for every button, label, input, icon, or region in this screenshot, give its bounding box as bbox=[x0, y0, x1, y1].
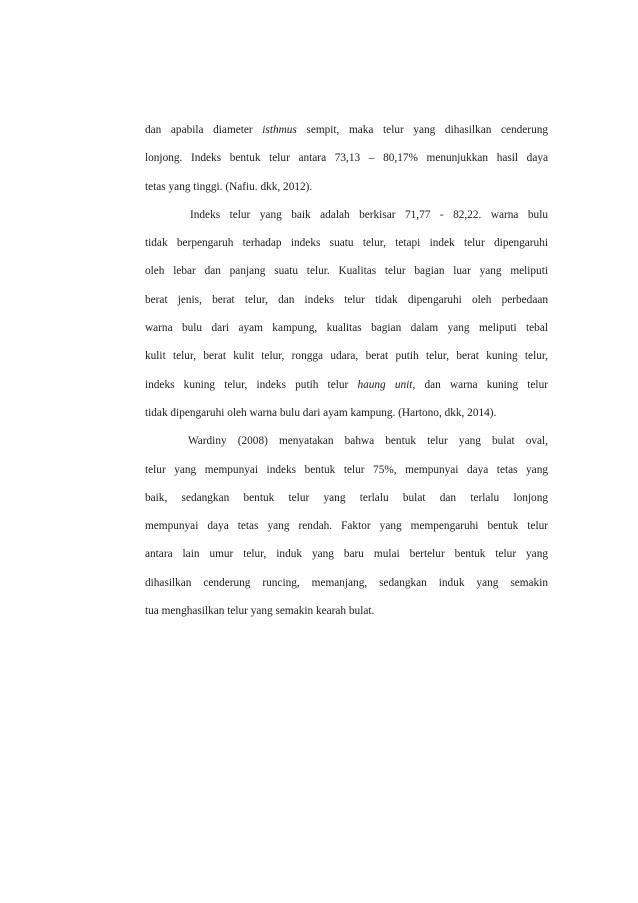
text-line: tidak dipengaruhi oleh warna bulu dari ayam kampung. (Hartono, dkk, 2014). bbox=[145, 406, 497, 419]
text-line: antara lain umur telur, induk yang baru mulai bertelur bentuk telur yang bbox=[145, 548, 548, 561]
body-text bbox=[145, 116, 548, 625]
text-line: lonjong. Indeks bentuk telur antara 73,13 – 80,17% menunjukkan hasil daya bbox=[145, 152, 548, 165]
text-line: mempunyai daya tetas yang rendah. Faktor yang mempengaruhi bentuk telur bbox=[145, 520, 548, 533]
text-line: dihasilkan cenderung runcing, memanjang, sedangkan induk yang semakin bbox=[145, 576, 548, 589]
text-line: indeks kuning telur, indeks putih telur haung unit, dan warna kuning telur bbox=[145, 378, 548, 391]
text-line: dan apabila diameter isthmus sempit, maka telur yang dihasilkan cenderung bbox=[145, 124, 549, 136]
text-line: berat jenis, berat telur, dan indeks telur tidak dipengaruhi oleh perbedaan bbox=[145, 293, 548, 306]
text-line: tetas yang tinggi. (Nafiu. dkk, 2012). bbox=[145, 180, 313, 193]
text-line: telur yang mempunyai indeks bentuk telur 75%, mempunyai daya tetas yang bbox=[145, 463, 548, 476]
paragraph-first-line: Indeks telur yang baik adalah berkisar 71,77 - 82,22. warna bulu bbox=[190, 208, 548, 221]
text-line: baik, sedangkan bentuk telur yang terlalu bulat dan terlalu lonjong bbox=[145, 491, 548, 504]
text-line: warna bulu dari ayam kampung, kualitas bagian dalam yang meliputi tebal bbox=[145, 322, 548, 335]
text-line: tua menghasilkan telur yang semakin kearah bulat. bbox=[145, 605, 375, 618]
paragraph-first-line: Wardiny (2008) menyatakan bahwa bentuk telur yang bulat oval, bbox=[188, 435, 548, 448]
text-line: tidak berpengaruh terhadap indeks suatu telur, tetapi indek telur dipengaruhi bbox=[145, 237, 548, 250]
text-line: kulit telur, berat kulit telur, rongga udara, berat putih telur, berat kuning telur, bbox=[145, 350, 548, 363]
text-line: oleh lebar dan panjang suatu telur. Kualitas telur bagian luar yang meliputi bbox=[145, 265, 548, 278]
